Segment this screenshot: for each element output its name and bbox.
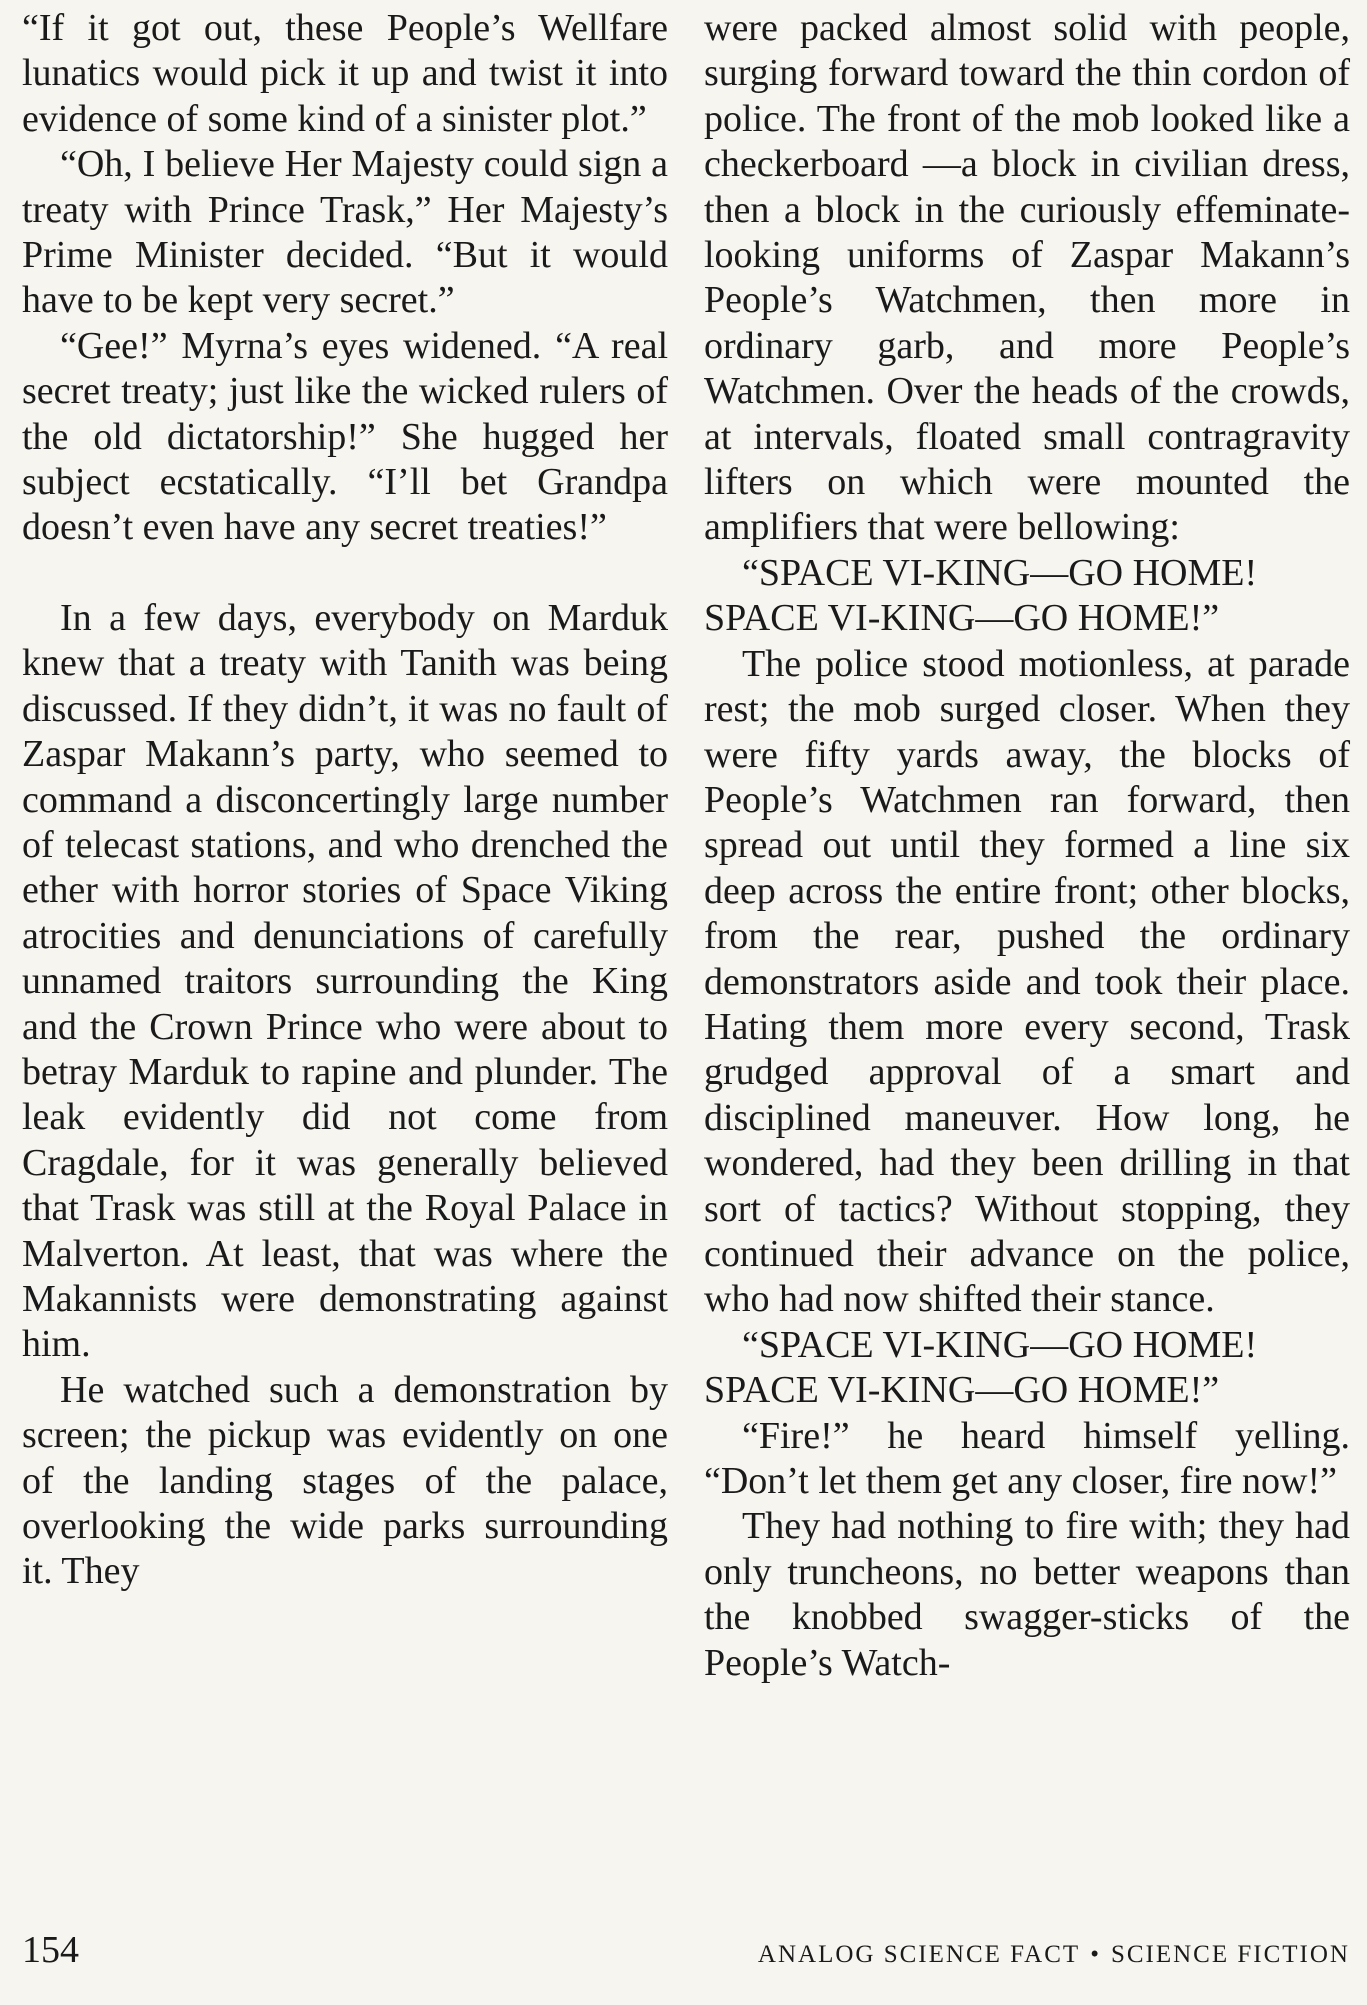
right-column	[704, 6, 1350, 1886]
magazine-title-right: SCIENCE FICTION	[1110, 1941, 1350, 1968]
page-number: 154	[22, 1929, 79, 1971]
text-columns	[22, 6, 1350, 1886]
bullet-separator: •	[1090, 1941, 1101, 1968]
running-head	[758, 1941, 1350, 1969]
magazine-title-left: ANALOG SCIENCE FACT	[757, 1941, 1081, 1968]
paragraph: In a few days, everybody on Marduk knew that a treaty with Tanith was being discussed. If they didn’t, it was no fault of Zaspar Makann’s party, who seemed to command a disconcertingly large number of telecast stations, and who drenched the ether with horror stories of Space Viking atrocities and denunciations of carefully unnamed traitors surrounding the King and the Crown Prince who were about to betray Marduk to rapine and plunder. The leak evidently did not come from Cragdale, for it was generally believed that Trask was still at the Royal Palace in Malverton. At least, that was where the Makannists were demonstrating against him.	[22, 596, 668, 1366]
paragraph: were packed almost solid with people, surging forward toward the thin cordon of police. The front of the mob looked like a checkerboard —a block in civilian dress, then a block in the curiously effeminate-looking uniforms of Zaspar Makann’s People’s Watchmen, then more in ordinary garb, and more People’s Watchmen. Over the heads of the crowds, at intervals, floated small contragravity lifters on which were mounted the amplifiers that were bellowing:	[704, 7, 1350, 549]
paragraph: They had nothing to fire with; they had only truncheons, no better weapons than the knobbed swagger-sticks of the People’s Watch-	[704, 1505, 1350, 1684]
paragraph: “Gee!” Myrna’s eyes widened. “A real secret treaty; just like the wicked rulers of the old dictatorship!” She hugged her subject ecstatically. “I’ll bet Grandpa doesn’t even have any secret treaties!”	[22, 324, 668, 549]
left-column	[22, 6, 668, 1886]
paragraph: “Oh, I believe Her Majesty could sign a treaty with Prince Trask,” Her Majesty’s Prime Minister decided. “But it would have to be kept very secret.”	[22, 143, 668, 322]
chant-line: “SPACE VI-KING—GO HOME! SPACE VI-KING—GO HOME!”	[704, 551, 1258, 640]
book-page	[22, 6, 1350, 1996]
page-footer	[22, 1928, 1350, 1978]
chant-line: “SPACE VI-KING—GO HOME! SPACE VI-KING—GO HOME!”	[704, 1323, 1258, 1412]
paragraph: He watched such a demonstration by screen; the pickup was evidently on one of the landing stages of the palace, overlooking the wide parks surrounding it. They	[22, 1368, 668, 1593]
paragraph: “Fire!” he heard himself yelling. “Don’t let them get any closer, fire now!”	[704, 1414, 1350, 1502]
paragraph: The police stood motionless, at parade rest; the mob surged closer. When they were fifty yards away, the blocks of People’s Watchmen ran forward, then spread out until they formed a line six deep across the entire front; other blocks, from the rear, pushed the ordinary demonstrators aside and took their place. Hating them more every second, Trask grudged approval of a smart and disciplined maneuver. How long, he wondered, had they been drilling in that sort of tactics? Without stopping, they continued their advance on the police, who had now shifted their stance.	[704, 642, 1350, 1321]
paragraph: “If it got out, these People’s Wellfare lunatics would pick it up and twist it into evidence of some kind of a sinister plot.”	[22, 7, 668, 140]
